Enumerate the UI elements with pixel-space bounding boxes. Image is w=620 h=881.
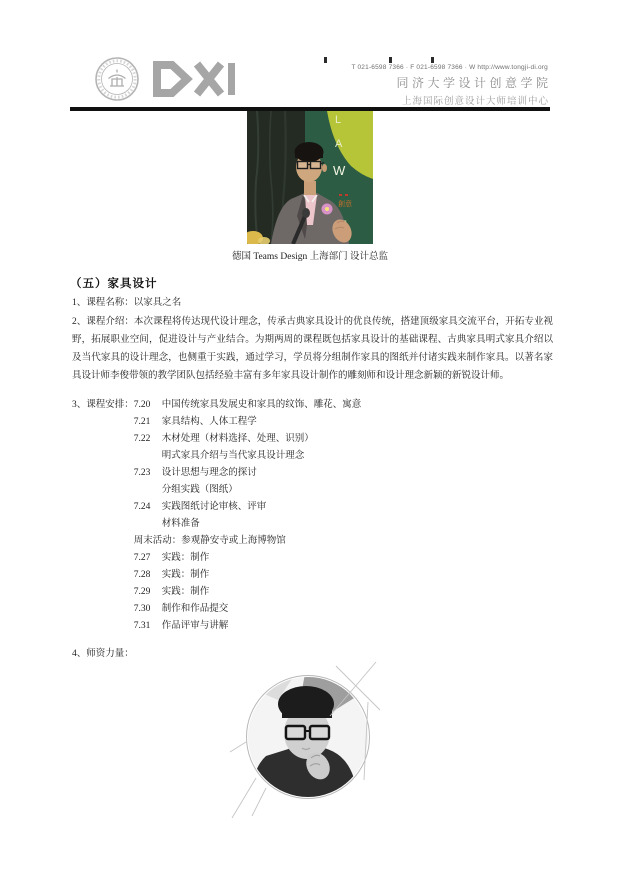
faculty-portrait-photo — [218, 660, 398, 820]
schedule-date: 7.23 — [133, 468, 151, 478]
photo-caption: 德国 Teams Design 上海部门 设计总监 — [231, 252, 389, 262]
schedule-label: 3、课程安排： — [72, 400, 134, 410]
schedule-row — [134, 397, 362, 414]
schedule-row — [134, 499, 362, 516]
contact-line: T 021-6598 7366 · F 021-6598 7366 · W http://www.tongji-di.org — [351, 64, 548, 71]
schedule-text: 明式家具介绍与当代家具设计理念 — [161, 451, 305, 461]
schedule-text: 实践：制作 — [161, 553, 210, 563]
schedule-date: 7.22 — [133, 434, 151, 444]
banner-letter-a: A — [335, 138, 343, 150]
schedule-text: 分组实践（图纸） — [161, 485, 238, 495]
schedule-row — [134, 465, 362, 482]
schedule-row — [134, 618, 362, 635]
schedule-text: 制作和作品提交 — [161, 604, 229, 614]
org-name-cn: 同济大学设计创意学院 — [396, 76, 552, 90]
glasses-icon — [298, 162, 325, 169]
speaker-photo — [247, 111, 373, 244]
tel-tick-mark — [324, 57, 327, 63]
fax-tick-mark — [389, 57, 392, 63]
course-intro-paragraph: 2、课程介绍：本次课程将传达现代设计理念，传承古典家具设计的优良传统，搭建顶级家具交流平台，开拓专业视野，拓展职业空间，促进设计与产业结合。为期两周的课程既包括家具设计的基础课程、古典家具明式家具介绍以及当代家具的设计理念，也侧重于实践，通过学习，学员将分组制作家具的图纸并付诸实践来制作家具。以著名家具设计师李俊带领的教学团队包括经验丰富有多年家具设计制作的雕刻师和设计理念新颖的新锐设计师。 — [72, 317, 553, 381]
header-logos — [94, 56, 239, 102]
schedule-text: 家具结构、人体工程学 — [161, 417, 257, 427]
course-schedule-block — [72, 397, 361, 635]
banner-letter-w: W — [333, 163, 346, 178]
schedule-date: 周末活动： — [133, 536, 182, 546]
schedule-text: 实践图纸讨论审核、评审 — [161, 502, 267, 512]
schedule-text: 实践：制作 — [161, 587, 210, 597]
schedule-date: 7.30 — [133, 604, 151, 614]
web-tick-mark — [431, 57, 434, 63]
banner-letter-l: L — [335, 114, 342, 126]
schedule-date: 7.21 — [133, 417, 151, 427]
schedule-row — [134, 414, 362, 431]
schedule-date: 7.28 — [133, 570, 151, 580]
org-subtitle-cn: 上海国际创意设计大师培训中心 — [401, 96, 549, 107]
schedule-row — [134, 448, 362, 465]
schedule-date: 7.31 — [133, 621, 151, 631]
schedule-list — [134, 397, 362, 635]
schedule-text: 中国传统家具发展史和家具的纹饰、雕花、寓意 — [161, 400, 362, 410]
schedule-row — [134, 516, 362, 533]
schedule-text: 材料准备 — [161, 519, 200, 529]
schedule-date: 7.20 — [133, 400, 151, 410]
course-name-line: 1、课程名称：以家具之名 — [72, 298, 182, 308]
dni-logo-icon — [151, 59, 239, 99]
schedule-date: 7.24 — [133, 502, 151, 512]
schedule-row — [134, 584, 362, 601]
schedule-text: 木材处理（材料选择、处理、识别） — [161, 434, 314, 444]
schedule-date: 7.27 — [133, 553, 151, 563]
schedule-row — [134, 550, 362, 567]
schedule-row — [134, 482, 362, 499]
schedule-text: 设计思想与理念的探讨 — [161, 468, 257, 478]
banner-text-cn: 創意 — [338, 200, 352, 208]
schedule-text: 参观静安寺或上海博物馆 — [181, 536, 286, 546]
schedule-row — [134, 567, 362, 584]
schedule-date: 7.29 — [133, 587, 151, 597]
schedule-text: 作品评审与讲解 — [161, 621, 229, 631]
schedule-row — [134, 601, 362, 618]
tongji-university-seal-icon — [94, 56, 140, 102]
faculty-label: 4、师资力量： — [72, 649, 134, 659]
schedule-row — [134, 533, 362, 550]
section-heading: （五）家具设计 — [70, 278, 158, 290]
schedule-text: 实践：制作 — [161, 570, 210, 580]
header-contact-block — [351, 64, 552, 107]
schedule-row — [134, 431, 362, 448]
